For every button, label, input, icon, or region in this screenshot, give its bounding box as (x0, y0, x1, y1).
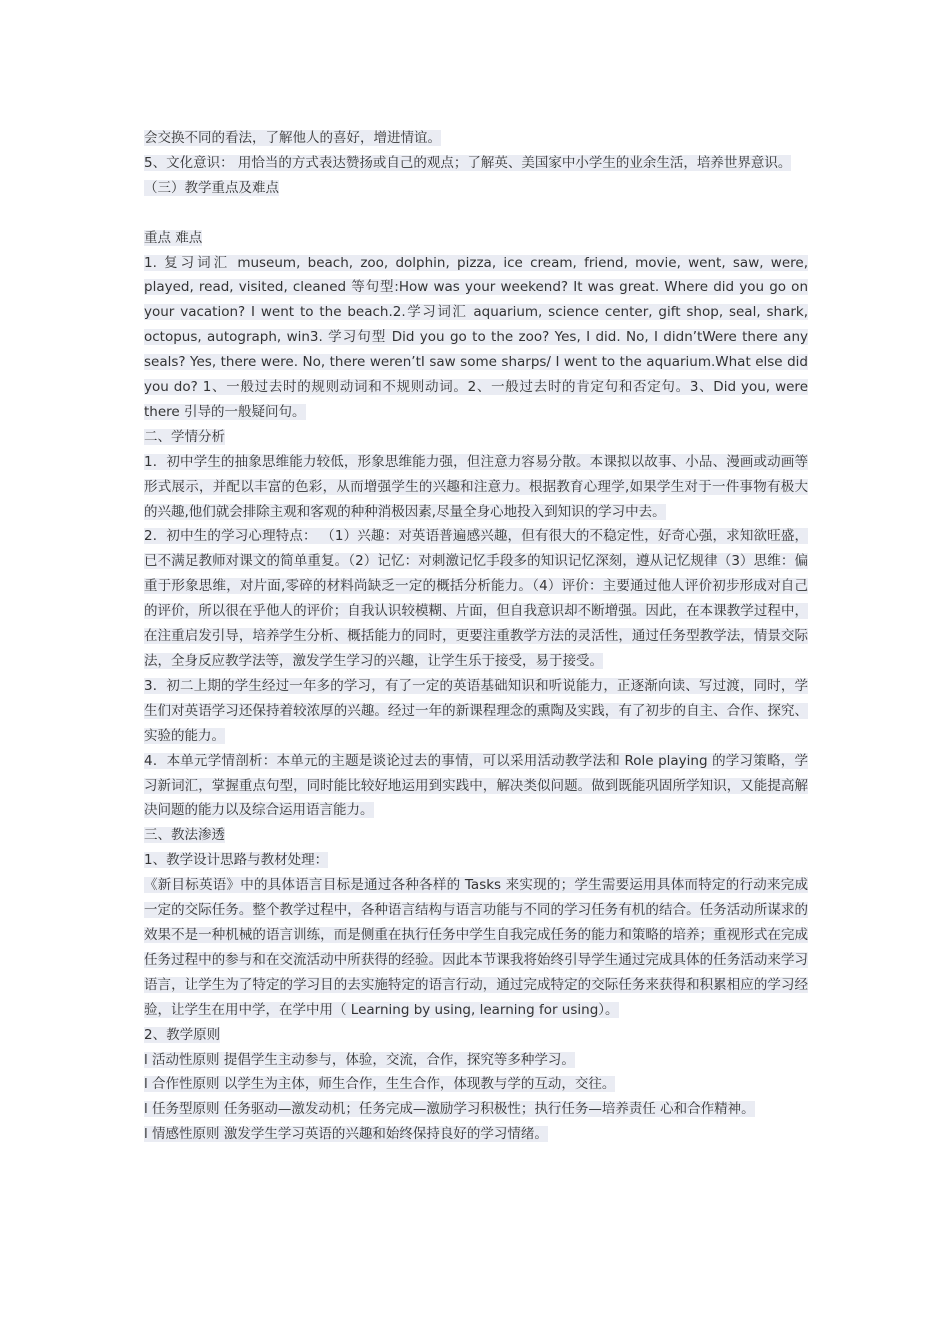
principle-cooperation: l 合作性原则 以学生为主体，师生合作，生生合作，体现教与学的互动，交往。 (144, 1076, 616, 1093)
subheading-design-approach: 1、教学设计思路与教材处理： (144, 852, 329, 869)
subheading-teaching-principles: 2、教学原则 (144, 1026, 221, 1043)
paragraph-2: 5、文化意识： 用恰当的方式表达赞扬或自己的观点；了解英、美国家中小学生的业余生活，培养世界意识。 (144, 154, 792, 171)
paragraph-analysis-1: 1．初中学生的抽象思维能力较低，形象思维能力强，但注意力容易分散。本课拟以故事、小品、漫画或动画等形式展示，并配以丰富的色彩，从而增强学生的兴趣和注意力。根据教育心理学,如果学生对于一件事物有极大的兴趣,他们就会排除主观和客观的种种消极因素,尽量全身心地投入到知识的学习中去。 (144, 453, 808, 520)
principle-task: l 任务型原则 任务驱动—激发动机；任务完成—激励学习积极性；执行任务—培养责任 心和合作精神。 (144, 1101, 755, 1118)
blank-line (144, 201, 808, 226)
paragraph-analysis-2: 2．初中生的学习心理特点： （1）兴趣：对英语普遍感兴趣，但有很大的不稳定性，好奇心强，求知欲旺盛，已不满足教师对课文的简单重复。（2）记忆：对刺激记忆手段多的知识记忆深刻，遵从记忆规律（3）思维：偏重于形象思维，对片面,零碎的材料尚缺乏一定的概括分析能力。（4）评价：主要通过他人评价初步形成对自己的评价，所以很在乎他人的评价；自我认识较模糊、片面，但自我意识却不断增强。因此，在本课教学过程中，在注重启发引导，培养学生分析、概括能力的同时，更要注重教学方法的灵活性，通过任务型教学法，情景交际法，全身反应教学法等，激发学生学习的兴趣，让学生乐于接受，易于接受。 (144, 528, 808, 670)
section-heading-student-analysis: 二、学情分析 (144, 428, 225, 445)
paragraph-design-approach: 《新目标英语》中的具体语言目标是通过各种各样的 Tasks 来实现的；学生需要运用具体而特定的行动来完成一定的交际任务。整个教学过程中，各种语言结构与语言功能与不同的学习任务有机的结合。任务活动所谋求的效果不是一种机械的语言训练，而是侧重在执行任务中学生自我完成任务的能力和策略的培养；重视形式在完成任务过程中的参与和在交流活动中所获得的经验。因此本节课我将始终引导学生通过完成具体的任务活动来学习语言，让学生为了特定的学习目的去实施特定的语言行动，通过完成特定的交际任务来获得和积累相应的学习经验，让学生在用中学，在学中用（ Learning by using, learning for using）。 (144, 877, 808, 1018)
table-header-key-difficult: 重点 难点 (144, 229, 203, 246)
paragraph-vocab-review: 1. 复习词汇 museum, beach, zoo, dolphin, pizza, ice cream, friend, movie, went, saw, were, played, read, visited, cleaned 等句型:How was your weekend? It was great. Where did you go on your vacation? I went to the beach.2.学习词汇 aquarium, science center, gift shop, seal, shark, octopus, autograph, win3. 学习句型 Did you go to the zoo? Yes, I did. No, I didn’tWere there any seals? Yes, there were. No, there weren’tI saw some sharps/ I went to the aquarium.What else did you do? 1、一般过去时的规则动词和不规则动词。2、一般过去时的肯定句和否定句。3、Did you, were there 引导的一般疑问句。 (144, 254, 808, 420)
section-heading-teaching-method: 三、教法渗透 (144, 827, 225, 844)
paragraph-analysis-4: 4．本单元学情剖析：本单元的主题是谈论过去的事情，可以采用活动教学法和 Role playing 的学习策略，学习新词汇，掌握重点句型，同时能比较好地运用到实践中，解决类似问题。做到既能巩固所学知识，又能提高解决问题的能力以及综合运用语言能力。 (144, 752, 808, 819)
paragraph-1: 会交换不同的看法，了解他人的喜好，增进情谊。 (144, 130, 441, 146)
principle-activity: l 活动性原则 提倡学生主动参与，体验，交流，合作，探究等多种学习。 (144, 1051, 575, 1068)
principle-emotion: l 情感性原则 激发学生学习英语的兴趣和始终保持良好的学习情绪。 (144, 1126, 548, 1143)
paragraph-analysis-3: 3．初二上期的学生经过一年多的学习，有了一定的英语基础知识和听说能力，正逐渐向读、写过渡，同时，学生们对英语学习还保持着较浓厚的兴趣。经过一年的新课程理念的熏陶及实践，有了初步的自主、合作、探究、实验的能力。 (144, 677, 808, 744)
section-heading-key-points: （三）教学重点及难点 (144, 179, 279, 196)
document-body (144, 126, 808, 1147)
